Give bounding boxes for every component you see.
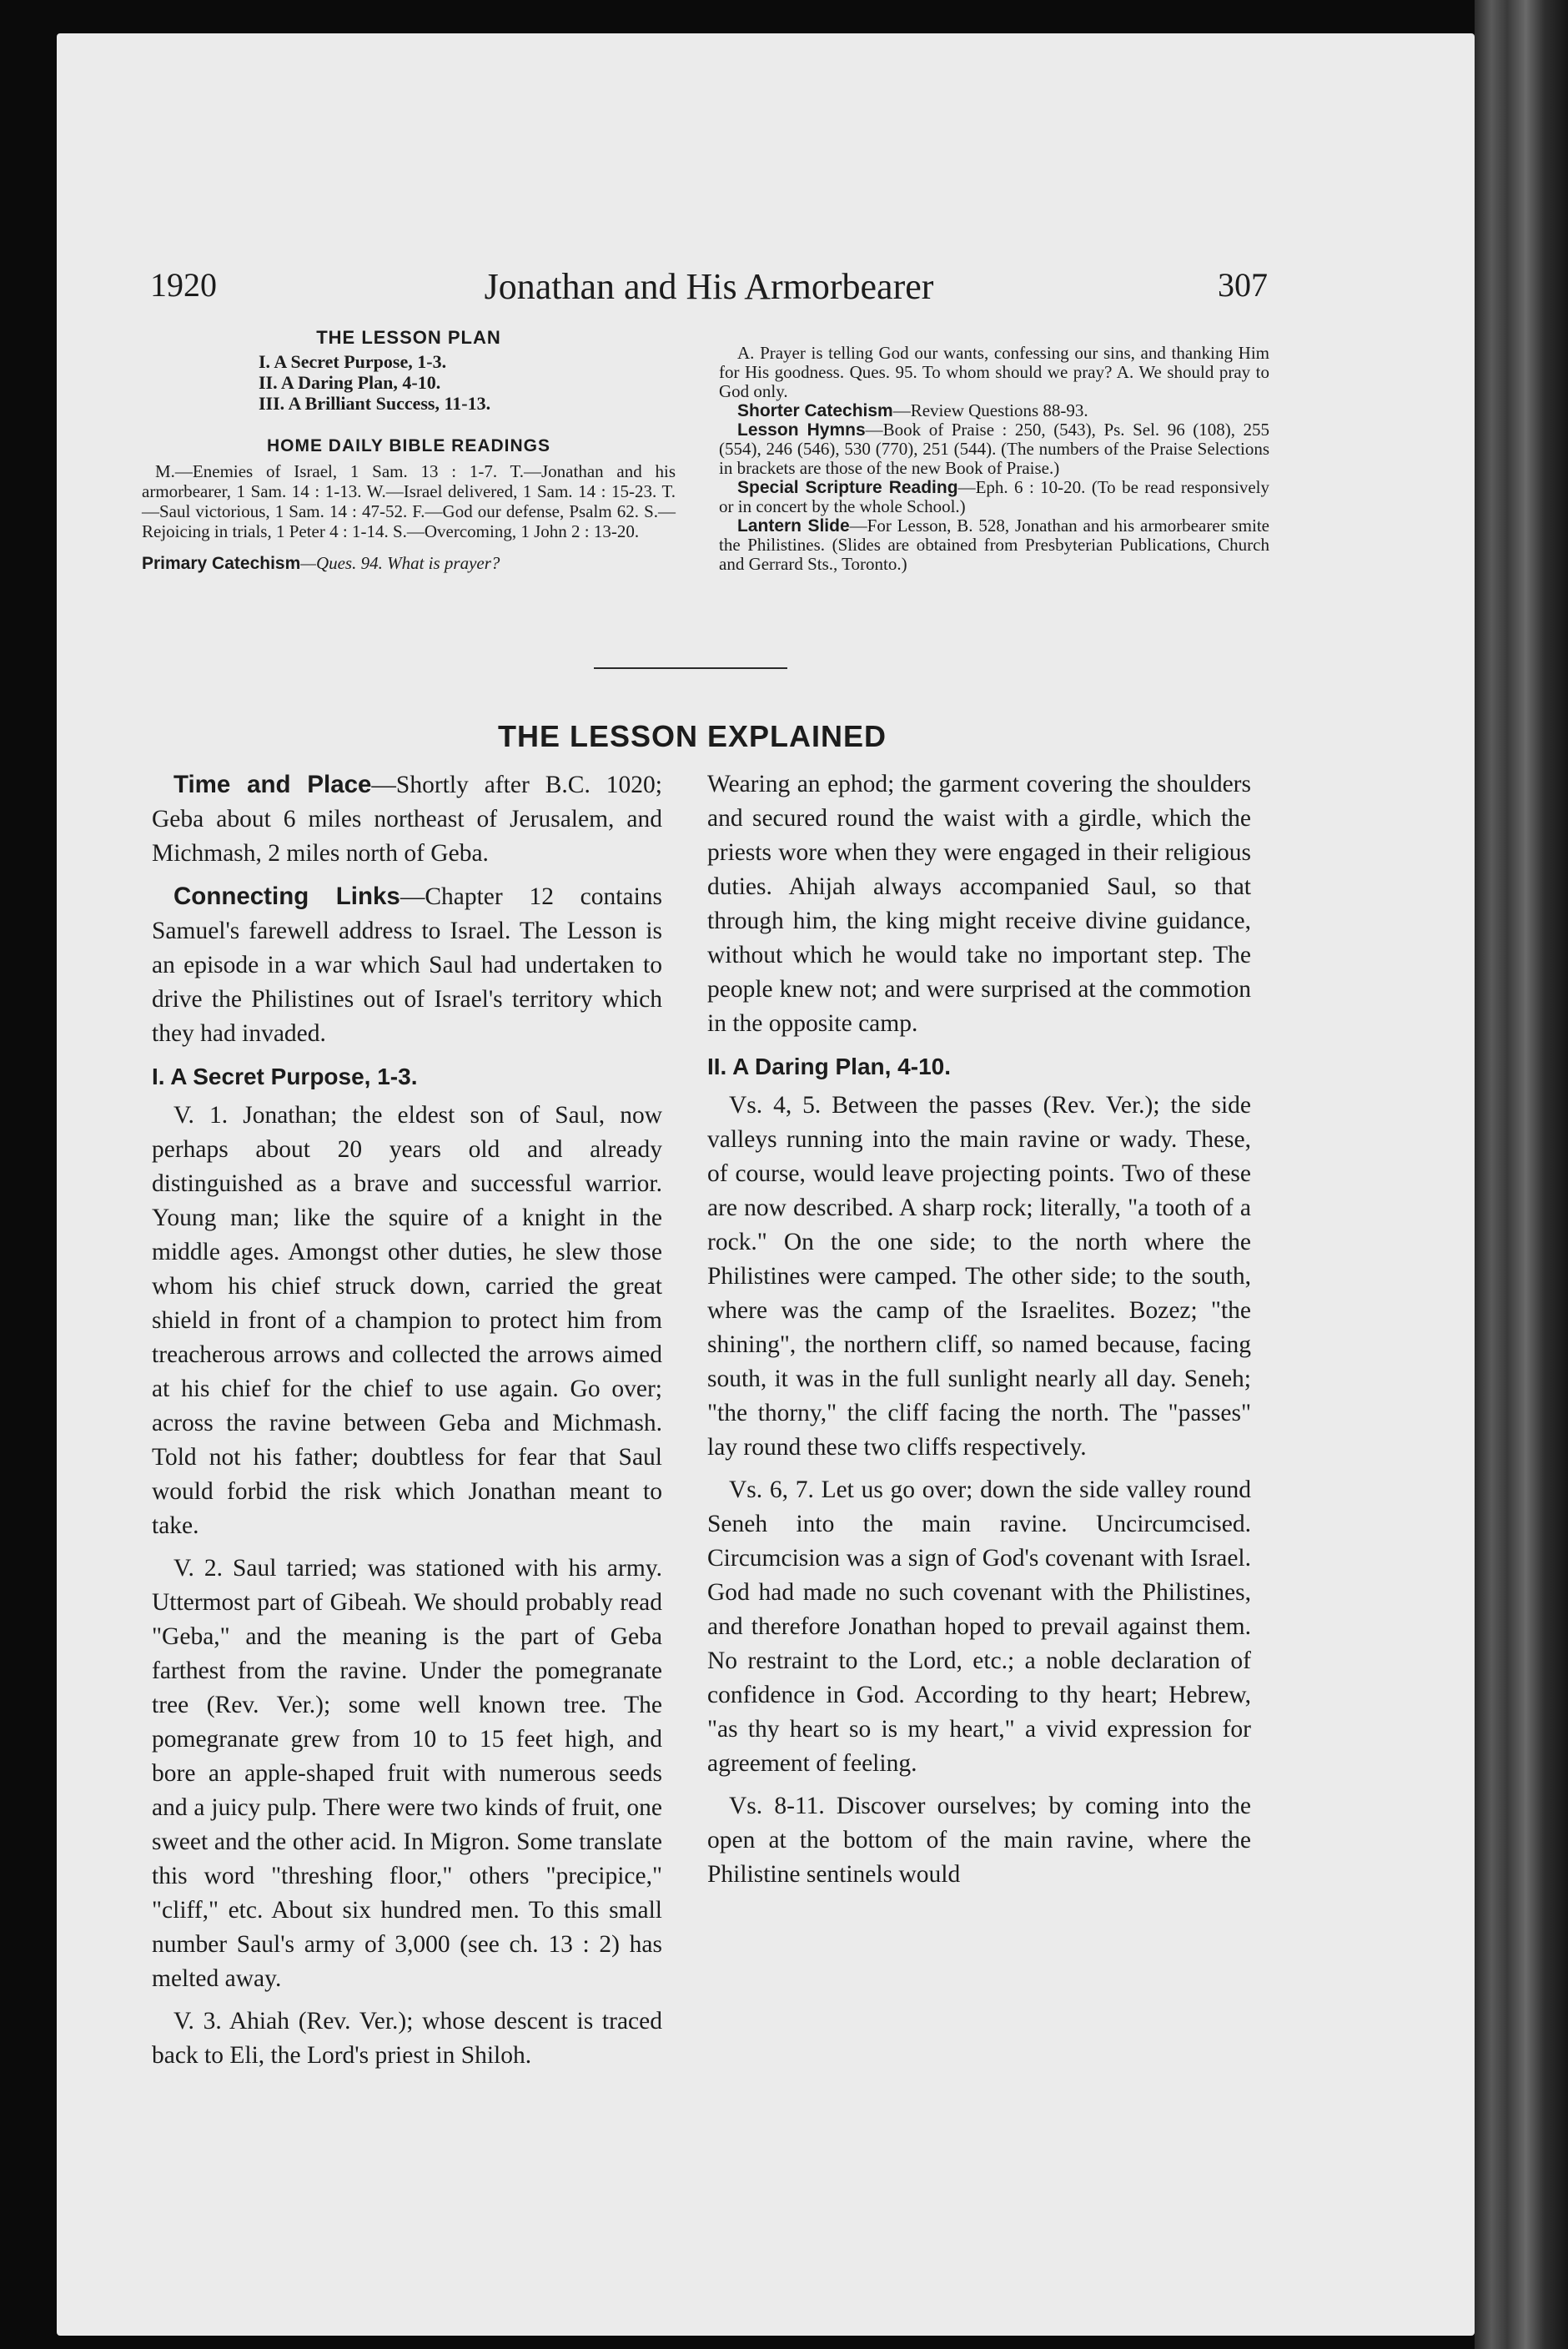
- lesson-hymns-label: Lesson Hymns: [737, 420, 866, 440]
- lesson-plan-item-1: I. A Secret Purpose, 1-3.: [259, 351, 447, 372]
- book-binding-edge: [1475, 0, 1568, 2349]
- primary-catechism-label: Primary Catechism: [142, 554, 301, 573]
- lesson-hymns-text: —Book of Praise : 250, (543), Ps. Sel. 96 (108), 255 (554), 246 (546), 530 (770), 251 (544). (The numbers of the Praise Selections in brackets are those of the new Book of Praise.): [719, 420, 1269, 478]
- page-header: [150, 265, 1268, 315]
- primary-catechism-text: —Ques. 94. What is prayer?: [300, 553, 500, 573]
- lesson-plan-title: THE LESSON PLAN: [316, 327, 501, 348]
- lantern-slide: [719, 516, 1269, 574]
- shorter-catechism-text: —Review Questions 88-93.: [892, 400, 1088, 420]
- shorter-catechism-label: Shorter Catechism: [737, 401, 893, 420]
- time-and-place-label: Time and Place: [173, 771, 372, 798]
- lesson-plan-block: [142, 327, 676, 574]
- primary-catechism: [142, 553, 676, 574]
- connecting-links-text: —Chapter 12 contains Samuel's farewell address to Israel. The Lesson is an episode in a war which Saul had undertaken to drive the Philistines out of Israel's territory which they had invaded.: [152, 883, 662, 1047]
- catechism-hymns-block: [719, 344, 1269, 574]
- verse-3-commentary: V. 3. Ahiah (Rev. Ver.); whose descent is traced back to Eli, the Lord's priest in Shiloh.: [152, 2008, 662, 2069]
- prayer-answer: A. Prayer is telling God our wants, confessing our sins, and thanking Him for His goodness. Ques. 95. To whom should we pray? A. We should pray to God only.: [719, 343, 1269, 401]
- verses-4-5-commentary: Vs. 4, 5. Between the passes (Rev. Ver.); the side valleys running into the main ravine or wady. These, of course, would leave projecting points. Two of these are now described. A sharp rock; literally, "a tooth of a rock." On the one side; to the north where the Philistines were camped. The other side; to the south, where was the camp of the Israelites. Bozez; "the shining", the northern cliff, so named because, facing south, it was in the full sunlight nearly all day. Seneh; "the thorny," the cliff facing the north. The "passes" lay round these two cliffs respectively.: [707, 1092, 1251, 1461]
- page-number: 307: [1218, 266, 1268, 304]
- section-divider: [594, 667, 787, 669]
- lesson-plan-item-2: II. A Daring Plan, 4-10.: [259, 372, 441, 393]
- lantern-slide-text: —For Lesson, B. 528, Jonathan and his armorbearer smite the Philistines. (Slides are obtained from Presbyterian Publications, Church and Gerrard Sts., Toronto.): [719, 516, 1269, 574]
- verse-1-commentary: V. 1. Jonathan; the eldest son of Saul, now perhaps about 20 years old and already distinguished as a brave and successful warrior. Young man; like the squire of a knight in the middle ages. Amongst other duties, he slew those whom his chief struck down, carried the great shield in front of a champion to protect him from treacherous arrows and collected the arrows aimed at his chief for the chief to use again. Go over; across the ravine between Geba and Michmash. Told not his father; doubtless for fear that Saul would forbid the risk which Jonathan meant to take.: [152, 1102, 662, 1539]
- lesson-hymns: [719, 420, 1269, 478]
- lesson-plan-item-3: III. A Brilliant Success, 11-13.: [259, 393, 491, 414]
- special-scripture-label: Special Scripture Reading: [737, 478, 958, 497]
- header-year: 1920: [150, 266, 217, 304]
- daily-readings-text: M.—Enemies of Israel, 1 Sam. 13 : 1-7. T.—Jonathan and his armorbearer, 1 Sam. 14 : 1-13. W.—Israel delivered, 1 Sam. 14 : 15-23. T.—Saul victorious, 1 Sam. 14 : 47-52. F.—God our defense, Psalm 62. S.—Rejoicing in trials, 1 Peter 4 : 1-14. S.—Overcoming, 1 John 2 : 13-20.: [142, 461, 676, 541]
- right-column: [707, 767, 1251, 1900]
- special-scripture-reading: [719, 478, 1269, 516]
- verses-8-11-commentary: Vs. 8-11. Discover ourselves; by coming into the open at the bottom of the main ravine, where the Philistine sentinels would: [707, 1793, 1251, 1888]
- verse-2-commentary: V. 2. Saul tarried; was stationed with his army. Uttermost part of Gibeah. We should probably read "Geba," and the meaning is the part of Geba farthest from the ravine. Under the pomegranate tree (Rev. Ver.); some well known tree. The pomegranate grew from 10 to 15 feet high, and bore an apple-shaped fruit with numerous seeds and a juicy pulp. There were two kinds of fruit, one sweet and the other acid. In Migron. Some translate this word "threshing floor," others "precipice," "cliff," etc. About six hundred men. To this small number Saul's army of 3,000 (see ch. 13 : 2) has melted away.: [152, 1555, 662, 1992]
- connecting-links: [152, 879, 662, 1051]
- verse-3-continued: Wearing an ephod; the garment covering the shoulders and secured round the waist with a girdle, which the priests wore when they were engaged in their religious duties. Ahijah always accompanied Saul, so that through him, the king might receive divine guidance, without which he would take no important step. The people knew not; and were surprised at the commotion in the opposite camp.: [707, 771, 1251, 1037]
- header-title: Jonathan and His Armorbearer: [484, 266, 934, 307]
- section-title: THE LESSON EXPLAINED: [497, 719, 887, 753]
- connecting-links-label: Connecting Links: [173, 883, 400, 910]
- daily-readings-title: HOME DAILY BIBLE READINGS: [266, 436, 551, 455]
- shorter-catechism: [719, 401, 1269, 420]
- subheading-daring-plan: II. A Daring Plan, 4-10.: [707, 1054, 952, 1079]
- left-column: [152, 767, 662, 2081]
- lantern-slide-label: Lantern Slide: [737, 516, 850, 536]
- subheading-secret-purpose: I. A Secret Purpose, 1-3.: [152, 1064, 418, 1089]
- time-and-place: [152, 767, 662, 871]
- time-and-place-text: —Shortly after B.C. 1020; Geba about 6 miles northeast of Jerusalem, and Michmash, 2 miles north of Geba.: [152, 772, 663, 867]
- special-scripture-text: —Eph. 6 : 10-20. (To be read responsively or in concert by the whole School.): [719, 477, 1269, 516]
- verses-6-7-commentary: Vs. 6, 7. Let us go over; down the side valley round Seneh into the main ravine. Uncircumcised. Circumcision was a sign of God's covenant with Israel. God had made no such covenant with the Philistines, and therefore Jonathan hoped to prevail against them. No restraint to the Lord, etc.; a noble declaration of confidence in God. According to thy heart; Hebrew, "as thy heart so is my heart," a vivid expression for agreement of feeling.: [707, 1476, 1251, 1777]
